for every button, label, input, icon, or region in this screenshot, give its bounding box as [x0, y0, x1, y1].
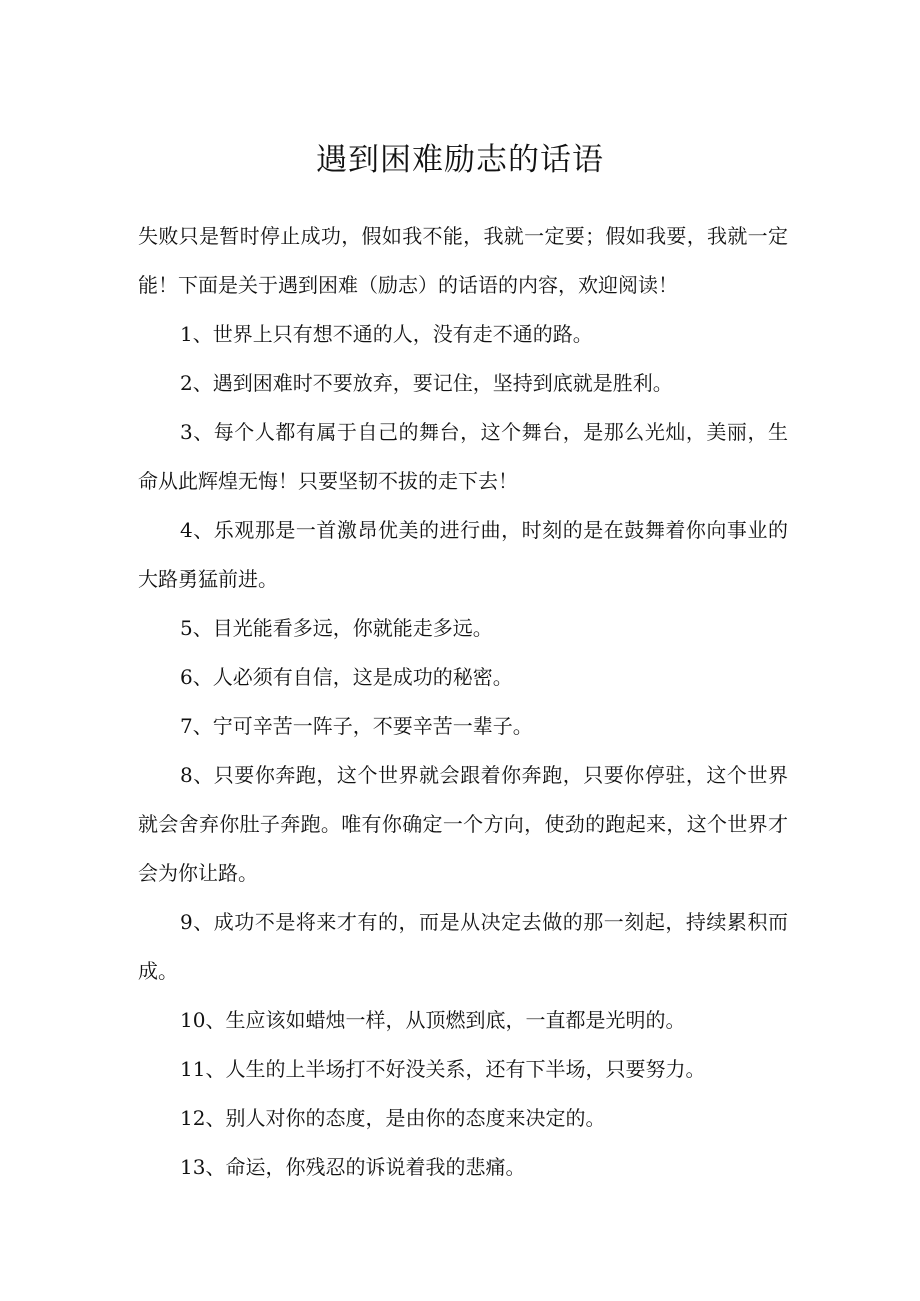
quote-item-6: 6、人必须有自信，这是成功的秘密。: [180, 665, 513, 689]
quote-item-2: 2、遇到困难时不要放弃，要记住，坚持到底就是胜利。: [180, 371, 673, 395]
document-title: 遇到困难励志的话语: [316, 142, 604, 178]
quote-item-4: 4、乐观那是一首激昂优美的进行曲，时刻的是在鼓舞着你向事业的大路勇猛前进。: [138, 518, 788, 591]
intro-paragraph: 失败只是暂时停止成功，假如我不能，我就一定要；假如我要，我就一定能！下面是关于遇到困难（励志）的话语的内容，欢迎阅读！: [138, 224, 788, 297]
quote-item-8: 8、只要你奔跑，这个世界就会跟着你奔跑，只要你停驻，这个世界就会舍弃你肚子奔跑。唯有你确定一个方向，使劲的跑起来，这个世界才会为你让路。: [138, 763, 788, 885]
document-body: [138, 212, 788, 1192]
quote-item-11: 11、人生的上半场打不好没关系，还有下半场，只要努力。: [180, 1057, 706, 1081]
quote-item-12: 12、别人对你的态度，是由你的态度来决定的。: [180, 1106, 606, 1130]
quote-item-10: 10、生应该如蜡烛一样，从顶燃到底，一直都是光明的。: [180, 1008, 686, 1032]
quote-item-7: 7、宁可辛苦一阵子，不要辛苦一辈子。: [180, 714, 533, 738]
quote-item-3: 3、每个人都有属于自己的舞台，这个舞台，是那么光灿，美丽，生命从此辉煌无悔！只要坚韧不拔的走下去！: [138, 420, 788, 493]
quote-item-1: 1、世界上只有想不通的人，没有走不通的路。: [180, 322, 593, 346]
quote-item-9: 9、成功不是将来才有的，而是从决定去做的那一刻起，持续累积而成。: [138, 910, 788, 983]
quote-item-13: 13、命运，你残忍的诉说着我的悲痛。: [180, 1155, 526, 1179]
quote-item-5: 5、目光能看多远，你就能走多远。: [180, 616, 493, 640]
